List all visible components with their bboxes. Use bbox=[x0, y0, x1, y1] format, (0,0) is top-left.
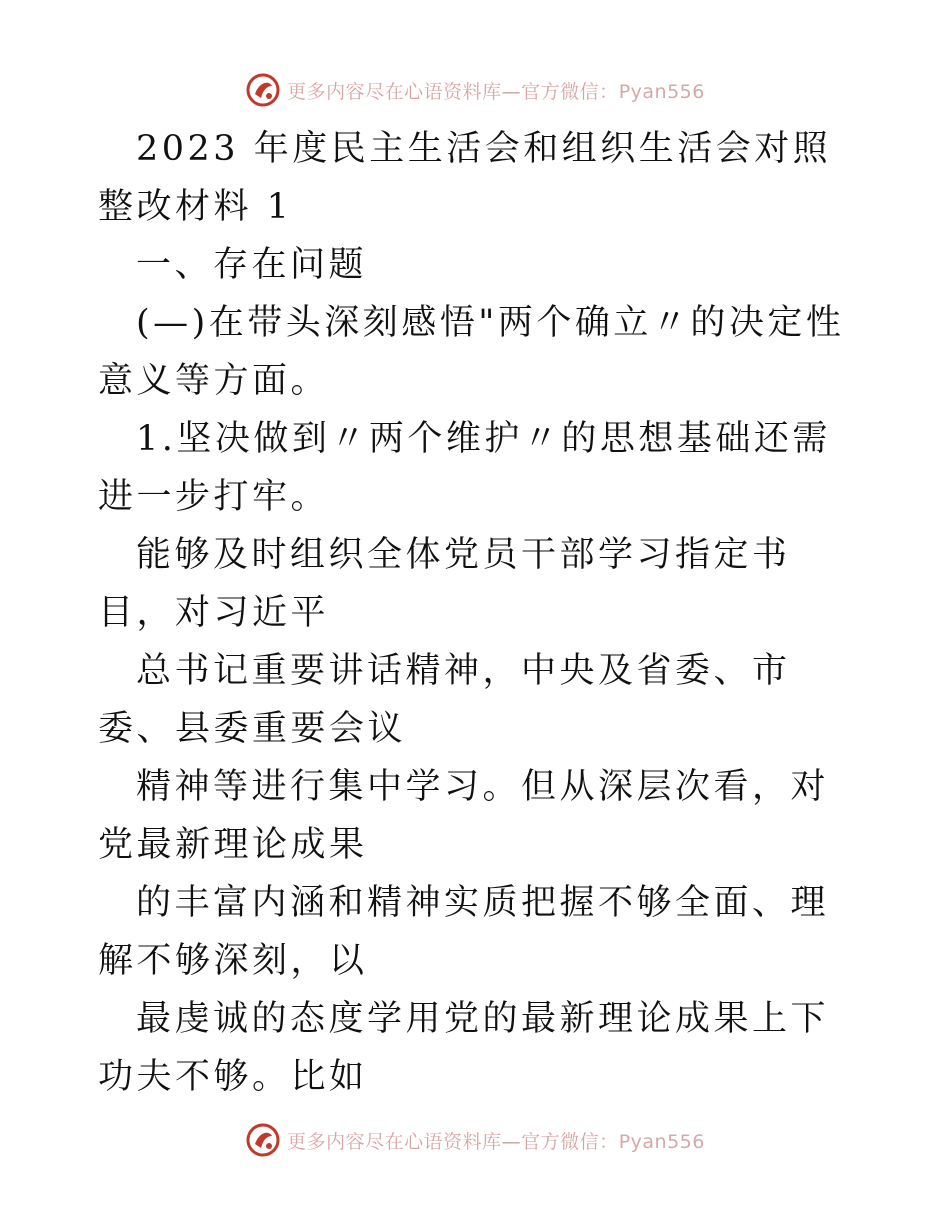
watermark-footer bbox=[0, 1118, 950, 1162]
body-line: 能够及时组织全体党员干部学习指定书目，对习近平 bbox=[98, 535, 791, 633]
watermark-text: 更多内容尽在心语资料库—官方微信：Pyan556 bbox=[287, 1130, 705, 1153]
watermark-text: 更多内容尽在心语资料库—官方微信：Pyan556 bbox=[287, 80, 705, 103]
body-line: 总书记重要讲话精神，中央及省委、市委、县委重要会议 bbox=[98, 651, 791, 749]
brand-logo-icon bbox=[245, 72, 281, 108]
subsection-heading: (—)在带头深刻感悟"两个确立〃的决定性意义等方面。 bbox=[98, 303, 845, 401]
document-body bbox=[98, 120, 858, 1106]
brand-logo-icon bbox=[245, 1122, 281, 1158]
document-title: 2023 年度民主生活会和组织生活会对照整改材料 1 bbox=[98, 129, 832, 227]
body-line: 最虔诚的态度学用党的最新理论成果上下功夫不够。比如 bbox=[98, 999, 830, 1097]
item-heading: 1.坚决做到〃两个维护〃的思想基础还需进一步打牢。 bbox=[98, 419, 831, 517]
watermark-header bbox=[0, 68, 950, 112]
body-line: 精神等进行集中学习。但从深层次看，对党最新理论成果 bbox=[98, 767, 830, 865]
section-heading: 一、存在问题 bbox=[136, 245, 368, 285]
body-line: 的丰富内涵和精神实质把握不够全面、理解不够深刻，以 bbox=[98, 883, 830, 981]
